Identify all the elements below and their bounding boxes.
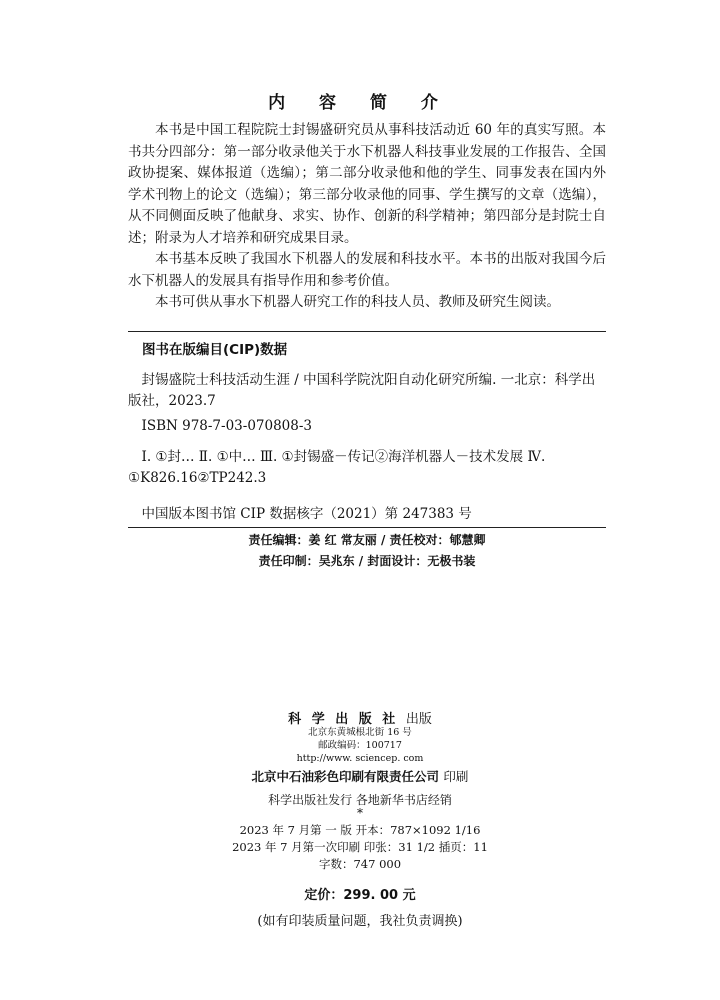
cip-heading: 图书在版编目(CIP)数据 [142, 342, 288, 358]
editors-line-1: 责任编辑：姜 红 常友丽 / 责任校对：郇慧卿 [248, 533, 486, 547]
cip-top-rule [128, 331, 606, 332]
cip-catalog [128, 504, 606, 525]
printing-line: 2023 年 7 月第一次印刷 印张：31 1/2 插页：11 [232, 840, 488, 854]
printer-name: 北京中石油彩色印刷有限责任公司 [251, 769, 440, 784]
publisher-line [0, 708, 720, 727]
separator-star: * [357, 806, 363, 820]
word-count-line: 字数：747 000 [318, 857, 402, 871]
cip-bottom-rule [128, 527, 606, 528]
printer-line [0, 767, 720, 785]
cip-isbn [128, 416, 606, 437]
intro-paragraph: 本书是中国工程院院士封锡盛研究员从事科技活动近 60 年的真实写照。本书共分四部分：第一部分收录他关于水下机器人科技事业发展的工作报告、全国政协提案、媒体报道（选编）；第二部分收录他和他的学生、同事发表在国内外学术刊物上的论文（选编）；第三部分收录他的同事、学生撰写的文章（选编），从不同侧面反映了他献身、求实、协作、创新的科学精神；第四部分是封院士自述；附录为人才培养和研究成果目录。 [128, 122, 606, 246]
publisher-postcode: 邮政编码：100717 [318, 740, 402, 751]
intro-paragraph: 本书基本反映了我国水下机器人的发展和科技水平。本书的出版对我国今后水下机器人的发展具有指导作用和参考价值。 [128, 251, 606, 289]
distribution-line: 科学出版社发行 各地新华书店经销 [268, 793, 452, 807]
publisher-website: http://www. sciencep. com [296, 753, 424, 764]
catalog-number-text: 中国版本图书馆 CIP 数据核字（2021）第 247383 号 [141, 506, 472, 522]
isbn-text: ISBN 978-7-03-070808-3 [141, 418, 313, 434]
publisher-address: 北京东黄城根北街 16 号 [308, 727, 412, 738]
editors-line-2: 责任印制：吴兆东 / 封面设计：无极书装 [258, 554, 476, 568]
edition-line: 2023 年 7 月第 一 版 开本：787×1092 1/16 [239, 823, 481, 837]
printer-suffix: 印刷 [443, 769, 469, 784]
book-introduction [128, 120, 606, 314]
intro-paragraph: 本书可供从事水下机器人研究工作的科技人员、教师及研究生阅读。 [155, 294, 560, 310]
cip-classification [128, 447, 606, 489]
publisher-suffix: 出版 [405, 712, 432, 727]
price-line: 定价：299. 00 元 [304, 888, 416, 903]
cip-record [128, 370, 606, 412]
page-title: 内 容 简 介 [268, 93, 452, 113]
cip-record-line: 封锡盛院士科技活动生涯 / 中国科学院沈阳自动化研究所编. 一北京：科学出版社，2023.7 [128, 372, 596, 409]
quality-notice: (如有印装质量问题，我社负责调换) [257, 914, 463, 929]
editors-block [128, 530, 606, 572]
publisher-name: 科 学 出 版 社 [288, 712, 399, 727]
classification-text: Ⅰ. ①封… Ⅱ. ①中… Ⅲ. ①封锡盛－传记②海洋机器人－技术发展 Ⅳ. ①K826.16②TP242.3 [128, 449, 546, 486]
